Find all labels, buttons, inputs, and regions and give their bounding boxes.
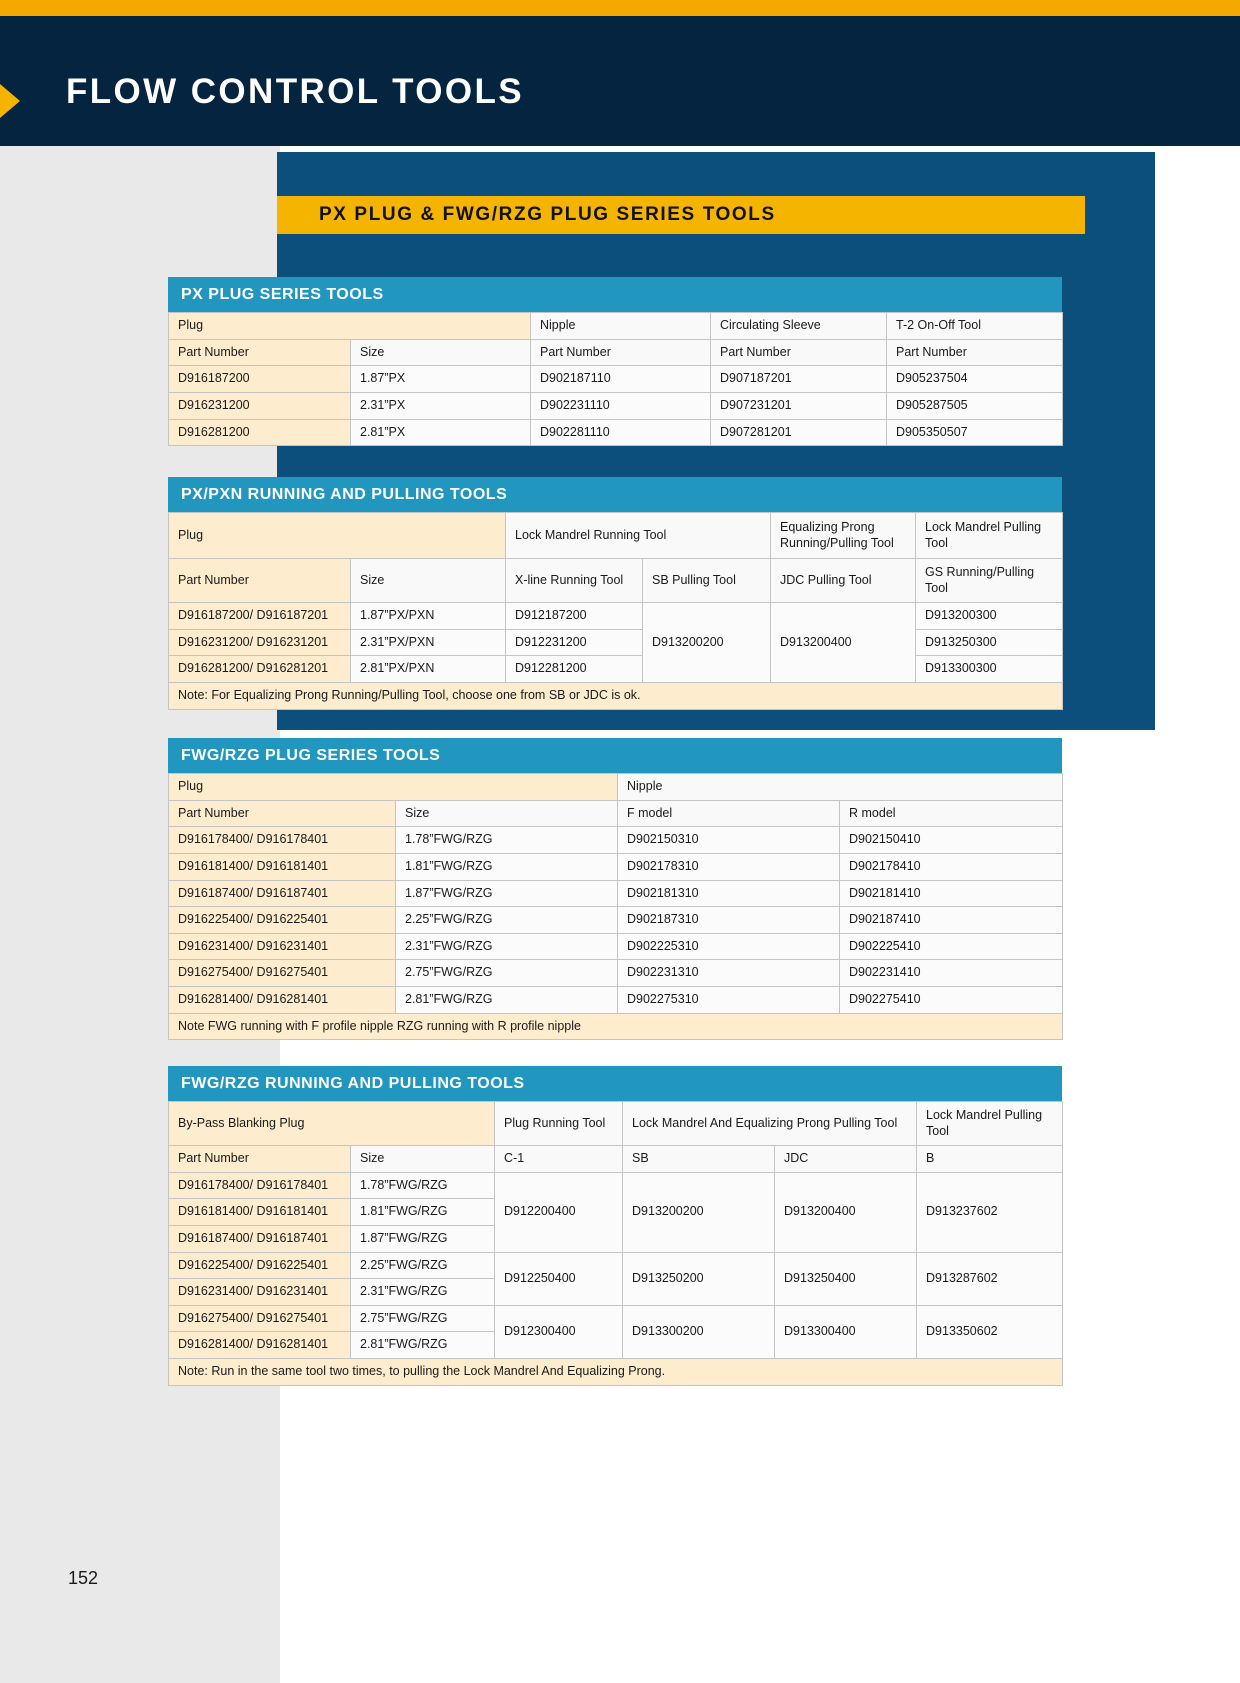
cell-part-number: D916231400/ D916231401 [169, 1279, 351, 1306]
column-header: GS Running/Pulling Tool [916, 559, 1063, 603]
column-header: Part Number [169, 1146, 351, 1173]
column-header: Size [351, 339, 531, 366]
cell-circulating-sleeve: D907281201 [711, 419, 887, 446]
cell-part-number: D916187400/ D916187401 [169, 880, 396, 907]
cell-r-model: D902275410 [840, 987, 1063, 1014]
table-row [169, 880, 1063, 907]
cell-size: 2.81”FWG/RZG [351, 1332, 495, 1359]
cell-r-model: D902231410 [840, 960, 1063, 987]
column-header: Part Number [169, 559, 351, 603]
cell-size: 2.75”FWG/RZG [396, 960, 618, 987]
table-row [169, 933, 1063, 960]
cell-f-model: D902231310 [618, 960, 840, 987]
table-row [169, 629, 1063, 656]
cell-part-number: D916281200/ D916281201 [169, 656, 351, 683]
cell-sb-pulling-tool: D913200200 [623, 1172, 775, 1252]
cell-size: 2.81”FWG/RZG [396, 987, 618, 1014]
cell-sb-pulling-tool: D913200200 [643, 603, 771, 683]
column-header: SB [623, 1146, 775, 1173]
group-header-cell: Plug [169, 513, 506, 559]
cell-plug-running-tool: D912250400 [495, 1252, 623, 1305]
column-header: B [917, 1146, 1063, 1173]
group-header-cell: Plug [169, 774, 618, 801]
cell-xline-running-tool: D912231200 [506, 629, 643, 656]
cell-sb-pulling-tool: D913300200 [623, 1305, 775, 1358]
table-group-header-row [169, 774, 1063, 801]
cell-size: 2.31”FWG/RZG [396, 933, 618, 960]
table-px-pxn-running-pulling [168, 477, 1062, 710]
cell-size: 2.31”FWG/RZG [351, 1279, 495, 1306]
column-header: Part Number [887, 339, 1063, 366]
group-header-cell: Lock Mandrel Pulling Tool [917, 1102, 1063, 1146]
column-header: SB Pulling Tool [643, 559, 771, 603]
cell-nipple: D902281110 [531, 419, 711, 446]
cell-part-number: D916275400/ D916275401 [169, 960, 396, 987]
blue-accent-edge [1147, 152, 1155, 730]
cell-part-number: D916281200 [169, 419, 351, 446]
cell-xline-running-tool: D912187200 [506, 603, 643, 630]
cell-f-model: D902187310 [618, 907, 840, 934]
column-header: R model [840, 800, 1063, 827]
cell-f-model: D902225310 [618, 933, 840, 960]
section-banner-label: PX PLUG & FWG/RZG PLUG SERIES TOOLS [319, 204, 776, 225]
group-header-cell: By-Pass Blanking Plug [169, 1102, 495, 1146]
cell-part-number: D916187400/ D916187401 [169, 1225, 351, 1252]
cell-size: 2.75”FWG/RZG [351, 1305, 495, 1332]
cell-size: 2.81”PX [351, 419, 531, 446]
cell-part-number: D916225400/ D916225401 [169, 907, 396, 934]
column-header: Part Number [169, 339, 351, 366]
table-note-row [169, 1013, 1063, 1040]
cell-f-model: D902150310 [618, 827, 840, 854]
table-row [169, 1305, 1063, 1332]
group-header-cell: Lock Mandrel Pulling Tool [916, 513, 1063, 559]
data-table [168, 512, 1063, 710]
cell-size: 1.78”FWG/RZG [396, 827, 618, 854]
top-gold-bar [0, 0, 1240, 16]
table-row [169, 827, 1063, 854]
cell-plug-running-tool: D912200400 [495, 1172, 623, 1252]
group-header-cell: Circulating Sleeve [711, 313, 887, 340]
cell-size: 2.81”PX/PXN [351, 656, 506, 683]
table-row [169, 853, 1063, 880]
cell-r-model: D902178410 [840, 853, 1063, 880]
header-band [0, 16, 1240, 146]
cell-part-number: D916187200 [169, 366, 351, 393]
table-note-row [169, 682, 1063, 709]
right-arrow-icon [0, 84, 26, 118]
cell-size: 2.25”FWG/RZG [351, 1252, 495, 1279]
cell-gs-running-pulling-tool: D913200300 [916, 603, 1063, 630]
cell-f-model: D902181310 [618, 880, 840, 907]
cell-size: 1.87”PX [351, 366, 531, 393]
cell-size: 2.31”PX [351, 392, 531, 419]
column-header: Size [351, 1146, 495, 1173]
cell-size: 1.87”FWG/RZG [351, 1225, 495, 1252]
group-header-cell: T-2 On-Off Tool [887, 313, 1063, 340]
cell-jdc-pulling-tool: D913200400 [771, 603, 916, 683]
table-title: FWG/RZG PLUG SERIES TOOLS [168, 738, 1062, 773]
cell-nipple: D902231110 [531, 392, 711, 419]
column-header: C-1 [495, 1146, 623, 1173]
column-header: Part Number [531, 339, 711, 366]
cell-r-model: D902150410 [840, 827, 1063, 854]
cell-part-number: D916181400/ D916181401 [169, 853, 396, 880]
group-header-cell: Equalizing Prong Running/Pulling Tool [771, 513, 916, 559]
data-table [168, 1101, 1063, 1386]
cell-circulating-sleeve: D907231201 [711, 392, 887, 419]
data-table [168, 773, 1063, 1040]
cell-part-number: D916231400/ D916231401 [169, 933, 396, 960]
cell-jdc-pulling-tool: D913200400 [775, 1172, 917, 1252]
table-sub-header-row [169, 559, 1063, 603]
table-row [169, 656, 1063, 683]
cell-size: 1.81”FWG/RZG [351, 1199, 495, 1226]
table-px-plug-series [168, 277, 1062, 446]
cell-t2-on-off: D905350507 [887, 419, 1063, 446]
cell-part-number: D916181400/ D916181401 [169, 1199, 351, 1226]
table-row [169, 392, 1063, 419]
cell-jdc-pulling-tool: D913300400 [775, 1305, 917, 1358]
cell-size: 2.31”PX/PXN [351, 629, 506, 656]
cell-part-number: D916178400/ D916178401 [169, 1172, 351, 1199]
cell-part-number: D916187200/ D916187201 [169, 603, 351, 630]
table-group-header-row [169, 313, 1063, 340]
cell-lock-mandrel-pulling-tool: D913287602 [917, 1252, 1063, 1305]
table-fwg-rzg-running-pulling [168, 1066, 1062, 1386]
cell-size: 1.81”FWG/RZG [396, 853, 618, 880]
cell-f-model: D902275310 [618, 987, 840, 1014]
table-group-header-row [169, 513, 1063, 559]
cell-part-number: D916275400/ D916275401 [169, 1305, 351, 1332]
group-header-cell: Plug [169, 313, 531, 340]
table-row [169, 1252, 1063, 1279]
column-header: JDC Pulling Tool [771, 559, 916, 603]
cell-lock-mandrel-pulling-tool: D913237602 [917, 1172, 1063, 1252]
group-header-cell: Plug Running Tool [495, 1102, 623, 1146]
cell-f-model: D902178310 [618, 853, 840, 880]
table-row [169, 419, 1063, 446]
cell-r-model: D902225410 [840, 933, 1063, 960]
data-table [168, 312, 1063, 446]
column-header: Part Number [711, 339, 887, 366]
cell-circulating-sleeve: D907187201 [711, 366, 887, 393]
cell-part-number: D916231200 [169, 392, 351, 419]
cell-t2-on-off: D905287505 [887, 392, 1063, 419]
table-sub-header-row [169, 339, 1063, 366]
page-title: FLOW CONTROL TOOLS [66, 72, 524, 111]
group-header-cell: Nipple [531, 313, 711, 340]
cell-sb-pulling-tool: D913250200 [623, 1252, 775, 1305]
table-row [169, 987, 1063, 1014]
table-row [169, 1172, 1063, 1199]
cell-size: 1.87”FWG/RZG [396, 880, 618, 907]
cell-part-number: D916231200/ D916231201 [169, 629, 351, 656]
cell-lock-mandrel-pulling-tool: D913350602 [917, 1305, 1063, 1358]
cell-xline-running-tool: D912281200 [506, 656, 643, 683]
table-title: PX/PXN RUNNING AND PULLING TOOLS [168, 477, 1062, 512]
table-title: FWG/RZG RUNNING AND PULLING TOOLS [168, 1066, 1062, 1101]
table-note: Note FWG running with F profile nipple RZG running with R profile nipple [169, 1013, 1063, 1040]
cell-part-number: D916178400/ D916178401 [169, 827, 396, 854]
table-row [169, 366, 1063, 393]
cell-part-number: D916281400/ D916281401 [169, 1332, 351, 1359]
cell-size: 2.25”FWG/RZG [396, 907, 618, 934]
table-note: Note: Run in the same tool two times, to pulling the Lock Mandrel And Equalizing Prong. [169, 1359, 1063, 1386]
column-header: Size [351, 559, 506, 603]
cell-t2-on-off: D905237504 [887, 366, 1063, 393]
cell-nipple: D902187110 [531, 366, 711, 393]
column-header: F model [618, 800, 840, 827]
column-header: Part Number [169, 800, 396, 827]
cell-size: 1.87”PX/PXN [351, 603, 506, 630]
cell-part-number: D916225400/ D916225401 [169, 1252, 351, 1279]
table-row [169, 960, 1063, 987]
group-header-cell: Lock Mandrel Running Tool [506, 513, 771, 559]
cell-plug-running-tool: D912300400 [495, 1305, 623, 1358]
cell-r-model: D902187410 [840, 907, 1063, 934]
cell-gs-running-pulling-tool: D913300300 [916, 656, 1063, 683]
cell-gs-running-pulling-tool: D913250300 [916, 629, 1063, 656]
table-fwg-rzg-plug-series [168, 738, 1062, 1040]
page-number: 152 [68, 1568, 99, 1588]
column-header: JDC [775, 1146, 917, 1173]
table-sub-header-row [169, 1146, 1063, 1173]
cell-part-number: D916281400/ D916281401 [169, 987, 396, 1014]
cell-jdc-pulling-tool: D913250400 [775, 1252, 917, 1305]
table-note-row [169, 1359, 1063, 1386]
table-sub-header-row [169, 800, 1063, 827]
group-header-cell: Lock Mandrel And Equalizing Prong Pulling Tool [623, 1102, 917, 1146]
table-title: PX PLUG SERIES TOOLS [168, 277, 1062, 312]
column-header: Size [396, 800, 618, 827]
table-group-header-row [169, 1102, 1063, 1146]
cell-r-model: D902181410 [840, 880, 1063, 907]
section-banner [277, 196, 1085, 234]
column-header: X-line Running Tool [506, 559, 643, 603]
cell-size: 1.78”FWG/RZG [351, 1172, 495, 1199]
group-header-cell: Nipple [618, 774, 1063, 801]
table-row [169, 603, 1063, 630]
table-note: Note: For Equalizing Prong Running/Pulling Tool, choose one from SB or JDC is ok. [169, 682, 1063, 709]
table-row [169, 907, 1063, 934]
